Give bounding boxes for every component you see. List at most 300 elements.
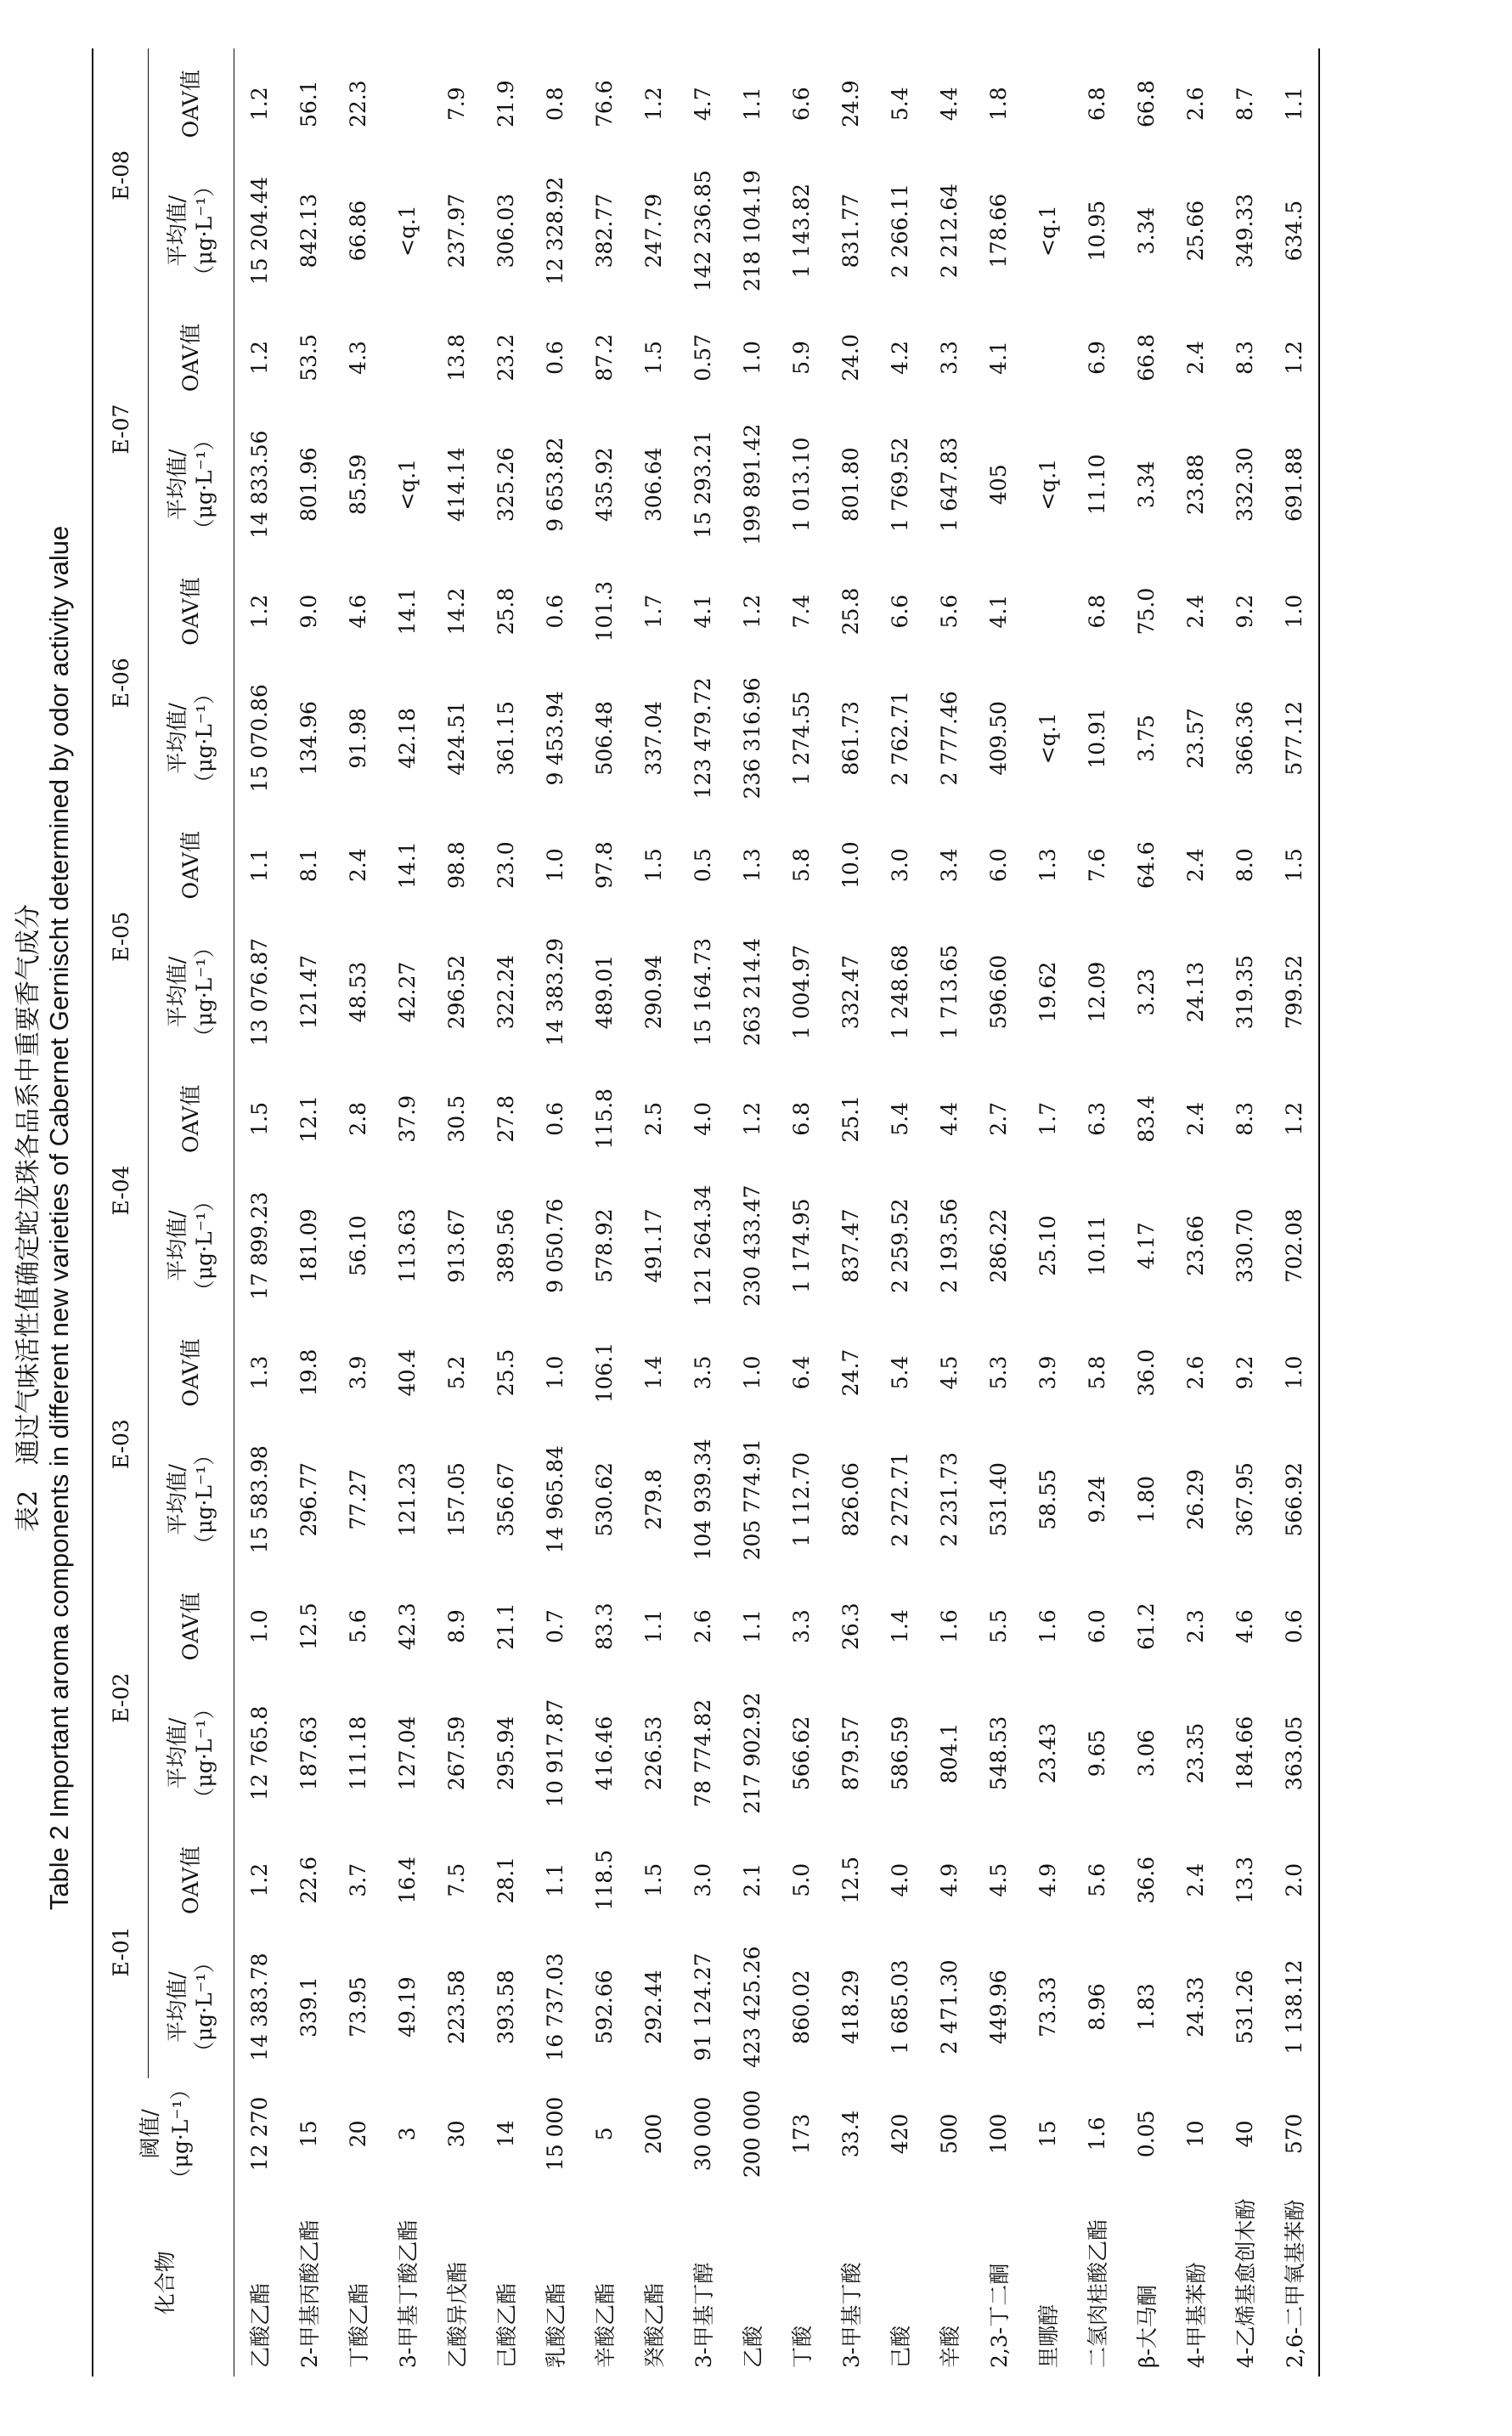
- mean-value-cell: 24.13: [1182, 961, 1208, 1023]
- header-oav: OAV值: [149, 48, 234, 159]
- header-threshold: [93, 2078, 234, 2189]
- mean-value-cell: 14 383.29: [542, 937, 567, 1047]
- oav-value-cell: 4.2: [887, 341, 912, 375]
- compound-name: 乳酸乙酯: [544, 2282, 568, 2368]
- header-group-e-06: E-06: [93, 556, 149, 810]
- oav-value-cell: 5.0: [788, 1862, 814, 1897]
- oav-value-cell: 66.8: [1133, 334, 1159, 382]
- oav-value-cell: 36.6: [1133, 1856, 1159, 1904]
- compound-name: 4-乙烯基愈创木酚: [1233, 2198, 1258, 2368]
- oav-value-cell: 4.6: [1232, 1609, 1257, 1644]
- oav-value-cell: 12.1: [296, 1095, 321, 1143]
- oav-value-cell: 0.7: [542, 1609, 567, 1644]
- mean-value-cell: 489.01: [591, 954, 617, 1030]
- mean-value-cell: 14 833.56: [246, 430, 272, 539]
- oav-value-cell: 7.6: [1084, 848, 1109, 883]
- mean-value-cell: 10.91: [1084, 708, 1109, 769]
- oav-value-cell: 1.8: [985, 87, 1011, 122]
- oav-value-cell: 5.6: [1084, 1862, 1109, 1897]
- compound-name: 3-甲基丁醇: [691, 2262, 716, 2368]
- oav-value-cell: 2.0: [1269, 1825, 1319, 1936]
- mean-value-cell: 424.51: [443, 701, 469, 776]
- mean-value-cell: 91.98: [345, 708, 370, 769]
- oav-value-cell: 0.57: [690, 334, 715, 382]
- compound-name: 3-甲基丁酸: [839, 2262, 864, 2368]
- oav-value-cell: 61.2: [1133, 1602, 1159, 1650]
- oav-value-cell: 16.4: [394, 1856, 420, 1904]
- oav-value-cell: 98.8: [443, 841, 469, 890]
- oav-value-cell: 1.1: [640, 1609, 666, 1644]
- mean-value-cell: 306.64: [640, 447, 666, 522]
- mean-value-cell: 157.05: [443, 1462, 469, 1537]
- mean-value-cell: 577.12: [1269, 667, 1319, 810]
- mean-value-cell: 290.94: [640, 954, 666, 1030]
- oav-value-cell: 1.2: [246, 87, 272, 122]
- oav-value-cell: 6.0: [1084, 1609, 1109, 1644]
- oav-value-cell: 1.5: [1269, 810, 1319, 920]
- mean-value-cell: 435.92: [591, 447, 617, 522]
- oav-value-cell: 28.1: [493, 1856, 518, 1904]
- mean-value-cell: 837.47: [838, 1208, 863, 1283]
- oav-value-cell: 8.3: [1232, 341, 1257, 375]
- mean-value-cell: 42.18: [394, 708, 420, 769]
- oav-value-cell: [382, 302, 432, 413]
- mean-value-cell: 111.18: [345, 1715, 370, 1791]
- oav-value-cell: 1.1: [1269, 48, 1319, 159]
- mean-value-cell: 826.06: [838, 1462, 863, 1537]
- mean-value-cell: 1 685.03: [887, 1959, 912, 2054]
- mean-value-cell: 2 266.11: [887, 183, 912, 279]
- oav-value-cell: 0.8: [542, 87, 567, 122]
- oav-value-cell: 2.4: [1182, 1101, 1208, 1136]
- mean-value-cell: 15 293.21: [690, 430, 715, 539]
- mean-value-cell: 418.29: [838, 1970, 863, 2044]
- oav-value-cell: 4.3: [345, 341, 370, 375]
- oav-value-cell: 5.4: [887, 87, 912, 122]
- oav-value-cell: 5.4: [887, 1355, 912, 1390]
- mean-value-cell: 23.66: [1182, 1215, 1208, 1276]
- header-oav: OAV值: [149, 1571, 234, 1681]
- oav-value-cell: 1.5: [640, 1862, 666, 1897]
- oav-value-cell: 1.1: [542, 1862, 567, 1897]
- mean-value-cell: 10.11: [1084, 1215, 1109, 1276]
- threshold-cell: 200 000: [739, 2089, 764, 2179]
- oav-value-cell: 7.9: [443, 87, 469, 122]
- mean-value-cell: 73.33: [1035, 1976, 1060, 2038]
- oav-value-cell: 7.4: [788, 594, 814, 629]
- mean-value-cell: 279.8: [640, 1469, 666, 1530]
- mean-value-cell: 9 050.76: [542, 1198, 567, 1293]
- oav-value-cell: [1023, 556, 1072, 666]
- oav-value-cell: 25.8: [838, 587, 863, 636]
- header-mean-line1: 平均值/: [165, 1210, 189, 1281]
- oav-value-cell: 8.7: [1232, 87, 1257, 122]
- header-mean-line1: 平均值/: [165, 195, 189, 267]
- oav-value-cell: 4.7: [690, 87, 715, 122]
- aroma-oav-table: [92, 48, 1320, 2377]
- mean-value-cell: 1 769.52: [887, 437, 912, 532]
- mean-value-cell: 2 259.52: [887, 1198, 912, 1293]
- mean-value-cell: 3.06: [1133, 1729, 1159, 1778]
- oav-value-cell: 6.8: [1084, 87, 1109, 122]
- mean-value-cell: 879.57: [838, 1715, 863, 1791]
- compound-name: 己酸乙酯: [494, 2282, 519, 2368]
- mean-value-cell: 531.26: [1232, 1970, 1257, 2044]
- oav-value-cell: 1.2: [739, 594, 764, 629]
- mean-value-cell: 142 236.85: [690, 170, 715, 292]
- table-row: [432, 48, 481, 2377]
- mean-value-cell: 10 917.87: [542, 1698, 567, 1808]
- threshold-cell: 200: [640, 2113, 666, 2155]
- mean-value-cell: 566.92: [1269, 1428, 1319, 1571]
- mean-value-cell: 9.24: [1084, 1475, 1109, 1523]
- mean-value-cell: 292.44: [640, 1970, 666, 2044]
- oav-value-cell: 14.1: [394, 587, 420, 636]
- oav-value-cell: 0.6: [542, 594, 567, 629]
- table-row: [1220, 48, 1269, 2377]
- oav-value-cell: 8.1: [296, 848, 321, 883]
- mean-value-cell: 416.46: [591, 1715, 617, 1791]
- threshold-cell: 5: [591, 2127, 617, 2141]
- oav-value-cell: 56.1: [296, 80, 321, 128]
- oav-value-cell: 4.5: [985, 1862, 1011, 1897]
- header-mean: [149, 159, 234, 302]
- mean-value-cell: 1 713.65: [936, 944, 962, 1040]
- oav-value-cell: 0.6: [542, 341, 567, 375]
- threshold-cell: 20: [345, 2120, 370, 2148]
- mean-value-cell: 322.24: [493, 954, 518, 1030]
- mean-value-cell: 121.47: [296, 954, 321, 1030]
- mean-value-cell: 121 264.34: [690, 1184, 715, 1307]
- mean-value-cell: 85.59: [345, 454, 370, 516]
- oav-value-cell: 5.3: [985, 1355, 1011, 1390]
- mean-value-cell: 491.17: [640, 1208, 666, 1283]
- oav-value-cell: [1023, 302, 1072, 413]
- mean-value-cell: <q.1: [394, 458, 420, 511]
- table-row: [826, 48, 875, 2377]
- oav-value-cell: 1.7: [640, 594, 666, 629]
- mean-value-cell: 48.53: [345, 961, 370, 1023]
- oav-value-cell: 106.1: [591, 1342, 617, 1404]
- oav-value-cell: 6.6: [788, 87, 814, 122]
- mean-value-cell: 1 013.10: [788, 437, 814, 532]
- threshold-cell: 12 270: [246, 2096, 272, 2172]
- oav-value-cell: 4.1: [985, 341, 1011, 375]
- oav-value-cell: 87.2: [591, 334, 617, 382]
- mean-value-cell: 506.48: [591, 701, 617, 776]
- compound-name: 乙酸乙酯: [248, 2282, 273, 2368]
- table-row: [1269, 48, 1319, 2377]
- oav-value-cell: 2.4: [1182, 594, 1208, 629]
- oav-value-cell: 1.2: [1269, 1064, 1319, 1174]
- table-body: [234, 48, 1320, 2377]
- mean-value-cell: 14 383.78: [246, 1953, 272, 2061]
- oav-value-cell: 37.9: [394, 1095, 420, 1143]
- mean-value-cell: 801.80: [838, 447, 863, 522]
- mean-value-cell: 296.77: [296, 1462, 321, 1537]
- mean-value-cell: 16 737.03: [542, 1953, 567, 2061]
- mean-value-cell: 702.08: [1269, 1174, 1319, 1317]
- oav-value-cell: 40.4: [394, 1348, 420, 1397]
- oav-value-cell: 25.5: [493, 1348, 518, 1397]
- mean-value-cell: 121.23: [394, 1462, 420, 1537]
- compound-name: 己酸: [889, 2325, 913, 2368]
- oav-value-cell: 26.3: [838, 1602, 863, 1650]
- threshold-cell: 3: [394, 2127, 420, 2141]
- oav-value-cell: 42.3: [394, 1602, 420, 1650]
- oav-value-cell: 1.3: [246, 1355, 272, 1390]
- mean-value-cell: 236 316.96: [739, 677, 764, 800]
- mean-value-cell: 366.36: [1232, 701, 1257, 776]
- oav-value-cell: 12.5: [296, 1602, 321, 1650]
- mean-value-cell: 56.10: [345, 1215, 370, 1276]
- table-row: [727, 48, 776, 2377]
- mean-value-cell: 423 425.26: [739, 1946, 764, 2068]
- mean-value-cell: 1 174.95: [788, 1198, 814, 1293]
- header-mean-line2: （μg·L⁻¹）: [192, 175, 217, 286]
- mean-value-cell: 2 777.46: [936, 691, 962, 786]
- threshold-cell: 15 000: [542, 2096, 567, 2172]
- mean-value-cell: 113.63: [394, 1208, 420, 1283]
- mean-value-cell: 123 479.72: [690, 677, 715, 800]
- oav-value-cell: 8.0: [1232, 848, 1257, 883]
- compound-name: 乙酸: [741, 2325, 765, 2368]
- mean-value-cell: 2 762.71: [887, 691, 912, 786]
- mean-value-cell: 1 004.97: [788, 944, 814, 1040]
- oav-value-cell: 1.0: [246, 1609, 272, 1644]
- table-row: [1171, 48, 1220, 2377]
- oav-value-cell: 27.8: [493, 1095, 518, 1143]
- mean-value-cell: 23.88: [1182, 454, 1208, 516]
- header-mean-line2: （μg·L⁻¹）: [192, 1444, 217, 1555]
- compound-name: 癸酸乙酯: [642, 2282, 667, 2368]
- oav-value-cell: 2.6: [1182, 87, 1208, 122]
- mean-value-cell: 286.22: [985, 1208, 1011, 1283]
- mean-value-cell: 449.96: [985, 1970, 1011, 2044]
- header-mean: [149, 1428, 234, 1571]
- oav-value-cell: 23.0: [493, 841, 518, 890]
- oav-value-cell: 3.4: [936, 848, 962, 883]
- oav-value-cell: 23.2: [493, 334, 518, 382]
- oav-value-cell: 8.9: [443, 1609, 469, 1644]
- mean-value-cell: 799.52: [1269, 920, 1319, 1063]
- mean-value-cell: 58.55: [1035, 1469, 1060, 1530]
- oav-value-cell: 2.5: [640, 1101, 666, 1136]
- mean-value-cell: 691.88: [1269, 413, 1319, 556]
- mean-value-cell: 2 193.56: [936, 1198, 962, 1293]
- header-mean: [149, 920, 234, 1063]
- oav-value-cell: 1.5: [246, 1101, 272, 1136]
- mean-value-cell: 23.35: [1182, 1722, 1208, 1784]
- header-mean-line2: （μg·L⁻¹）: [192, 936, 217, 1048]
- mean-value-cell: 339.1: [296, 1976, 321, 2038]
- oav-value-cell: 1.0: [739, 341, 764, 375]
- mean-value-cell: 104 939.34: [690, 1438, 715, 1561]
- header-compound: 化合物: [93, 2190, 234, 2377]
- oav-value-cell: 5.6: [936, 594, 962, 629]
- mean-value-cell: 3.75: [1133, 715, 1159, 762]
- header-mean: [149, 413, 234, 556]
- mean-value-cell: 842.13: [296, 193, 321, 268]
- oav-value-cell: 2.4: [1182, 1862, 1208, 1897]
- oav-value-cell: 3.0: [690, 1862, 715, 1897]
- mean-value-cell: 596.60: [985, 954, 1011, 1030]
- header-mean: [149, 1936, 234, 2078]
- compound-name: β-大马酮: [1135, 2285, 1159, 2368]
- header-mean-line2: （μg·L⁻¹）: [192, 1698, 217, 1809]
- mean-value-cell: 12 328.92: [542, 176, 567, 285]
- threshold-cell: 570: [1269, 2078, 1319, 2189]
- oav-value-cell: 1.2: [640, 87, 666, 122]
- table-row: [1023, 48, 1072, 2377]
- mean-value-cell: 1.80: [1133, 1475, 1159, 1523]
- oav-value-cell: 22.6: [296, 1856, 321, 1904]
- table-row: [382, 48, 432, 2377]
- threshold-cell: 30: [443, 2120, 469, 2148]
- oav-value-cell: 5.5: [985, 1609, 1011, 1644]
- mean-value-cell: 1 647.83: [936, 437, 962, 532]
- oav-value-cell: 1.5: [640, 341, 666, 375]
- mean-value-cell: 187.63: [296, 1715, 321, 1791]
- table-row: [234, 48, 285, 2377]
- oav-value-cell: 1.0: [1269, 556, 1319, 666]
- header-group-e-07: E-07: [93, 302, 149, 557]
- table-row: [776, 48, 826, 2377]
- mean-value-cell: 531.40: [985, 1462, 1011, 1537]
- oav-value-cell: 3.9: [1035, 1355, 1060, 1390]
- header-mean-line2: （μg·L⁻¹）: [192, 1952, 217, 2063]
- mean-value-cell: 2 231.73: [936, 1452, 962, 1547]
- header-mean: [149, 667, 234, 810]
- mean-value-cell: 9 453.94: [542, 691, 567, 786]
- oav-value-cell: 5.6: [345, 1609, 370, 1644]
- oav-value-cell: 25.1: [838, 1095, 863, 1143]
- mean-value-cell: <q.1: [1035, 458, 1060, 511]
- oav-value-cell: 3.7: [345, 1862, 370, 1897]
- mean-value-cell: 566.62: [788, 1715, 814, 1791]
- oav-value-cell: [382, 48, 432, 159]
- mean-value-cell: 247.79: [640, 193, 666, 268]
- oav-value-cell: 4.5: [936, 1355, 962, 1390]
- oav-value-cell: 75.0: [1133, 587, 1159, 636]
- threshold-cell: 100: [985, 2113, 1011, 2155]
- mean-value-cell: 205 774.91: [739, 1438, 764, 1561]
- table-row: [1072, 48, 1121, 2377]
- oav-value-cell: 64.6: [1133, 841, 1159, 890]
- oav-value-cell: 14.1: [394, 841, 420, 890]
- mean-value-cell: 181.09: [296, 1208, 321, 1283]
- oav-value-cell: 2.3: [1182, 1609, 1208, 1644]
- mean-value-cell: 913.67: [443, 1208, 469, 1283]
- header-group-e-03: E-03: [93, 1317, 149, 1571]
- mean-value-cell: <q.1: [1035, 205, 1060, 257]
- table-row: [973, 48, 1023, 2377]
- mean-value-cell: 361.15: [493, 701, 518, 776]
- mean-value-cell: 530.62: [591, 1462, 617, 1537]
- header-mean-line1: 平均值/: [165, 1717, 189, 1789]
- oav-value-cell: 24.7: [838, 1348, 863, 1397]
- compound-name: 丁酸: [790, 2325, 815, 2368]
- mean-value-cell: 389.56: [493, 1208, 518, 1283]
- mean-value-cell: 178.66: [985, 193, 1011, 268]
- header-oav: OAV值: [149, 810, 234, 920]
- mean-value-cell: 15 070.86: [246, 684, 272, 793]
- mean-value-cell: 17 899.23: [246, 1191, 272, 1300]
- header-mean: [149, 1681, 234, 1824]
- oav-value-cell: 76.6: [591, 80, 617, 128]
- oav-value-cell: 6.3: [1084, 1101, 1109, 1136]
- oav-value-cell: 6.9: [1084, 341, 1109, 375]
- header-group-e-02: E-02: [93, 1571, 149, 1825]
- mean-value-cell: 49.19: [394, 1976, 420, 2038]
- header-oav: OAV值: [149, 556, 234, 666]
- oav-value-cell: 2.8: [345, 1101, 370, 1136]
- compound-name: 2,6-二甲氧基苯酚: [1269, 2190, 1319, 2377]
- mean-value-cell: 1 112.70: [788, 1452, 814, 1547]
- mean-value-cell: 306.03: [493, 193, 518, 268]
- oav-value-cell: 36.0: [1133, 1348, 1159, 1397]
- mean-value-cell: 3.34: [1133, 461, 1159, 509]
- header-mean-line1: 平均值/: [165, 1971, 189, 2043]
- oav-value-cell: 3.3: [788, 1609, 814, 1644]
- compound-name: 辛酸乙酯: [593, 2282, 618, 2368]
- header-oav: OAV值: [149, 1317, 234, 1427]
- oav-value-cell: 1.1: [739, 87, 764, 122]
- oav-value-cell: 66.8: [1133, 80, 1159, 128]
- oav-value-cell: 0.6: [542, 1101, 567, 1136]
- oav-value-cell: 5.8: [788, 848, 814, 883]
- header-mean-line1: 平均值/: [165, 449, 189, 520]
- oav-value-cell: 22.3: [345, 80, 370, 128]
- oav-value-cell: 4.6: [345, 594, 370, 629]
- table-row: [481, 48, 530, 2377]
- mean-value-cell: 15 204.44: [246, 176, 272, 285]
- oav-value-cell: 1.1: [739, 1609, 764, 1644]
- mean-value-cell: 23.57: [1182, 708, 1208, 769]
- oav-value-cell: 24.9: [838, 80, 863, 128]
- oav-value-cell: 9.0: [296, 594, 321, 629]
- oav-value-cell: 1.0: [739, 1355, 764, 1390]
- mean-value-cell: 11.10: [1084, 454, 1109, 516]
- compound-name: 丁酸乙酯: [347, 2282, 371, 2368]
- mean-value-cell: 15 164.73: [690, 937, 715, 1047]
- oav-value-cell: 1.2: [1269, 302, 1319, 413]
- oav-value-cell: 115.8: [591, 1088, 617, 1150]
- header-mean-line1: 平均值/: [165, 703, 189, 774]
- oav-value-cell: 118.5: [591, 1849, 617, 1911]
- mean-value-cell: 578.92: [591, 1208, 617, 1283]
- oav-value-cell: 1.4: [887, 1609, 912, 1644]
- oav-value-cell: 3.9: [345, 1355, 370, 1390]
- oav-value-cell: 21.1: [493, 1602, 518, 1650]
- compound-name: 里哪醇: [1036, 2303, 1061, 2368]
- mean-value-cell: 78 774.82: [690, 1698, 715, 1808]
- header-threshold-line1: 阈值/: [137, 2109, 162, 2159]
- threshold-cell: 30 000: [690, 2096, 715, 2172]
- threshold-cell: 420: [887, 2113, 912, 2155]
- oav-value-cell: 101.3: [591, 580, 617, 642]
- oav-value-cell: 9.2: [1232, 1355, 1257, 1390]
- oav-value-cell: 1.2: [246, 594, 272, 629]
- header-mean: [149, 1174, 234, 1317]
- oav-value-cell: 19.8: [296, 1348, 321, 1397]
- mean-value-cell: 230 433.47: [739, 1184, 764, 1307]
- oav-value-cell: 3.3: [936, 341, 962, 375]
- oav-value-cell: 1.2: [246, 341, 272, 375]
- header-mean-line1: 平均值/: [165, 1464, 189, 1535]
- table-row: [1121, 48, 1171, 2377]
- mean-value-cell: 9.65: [1084, 1729, 1109, 1778]
